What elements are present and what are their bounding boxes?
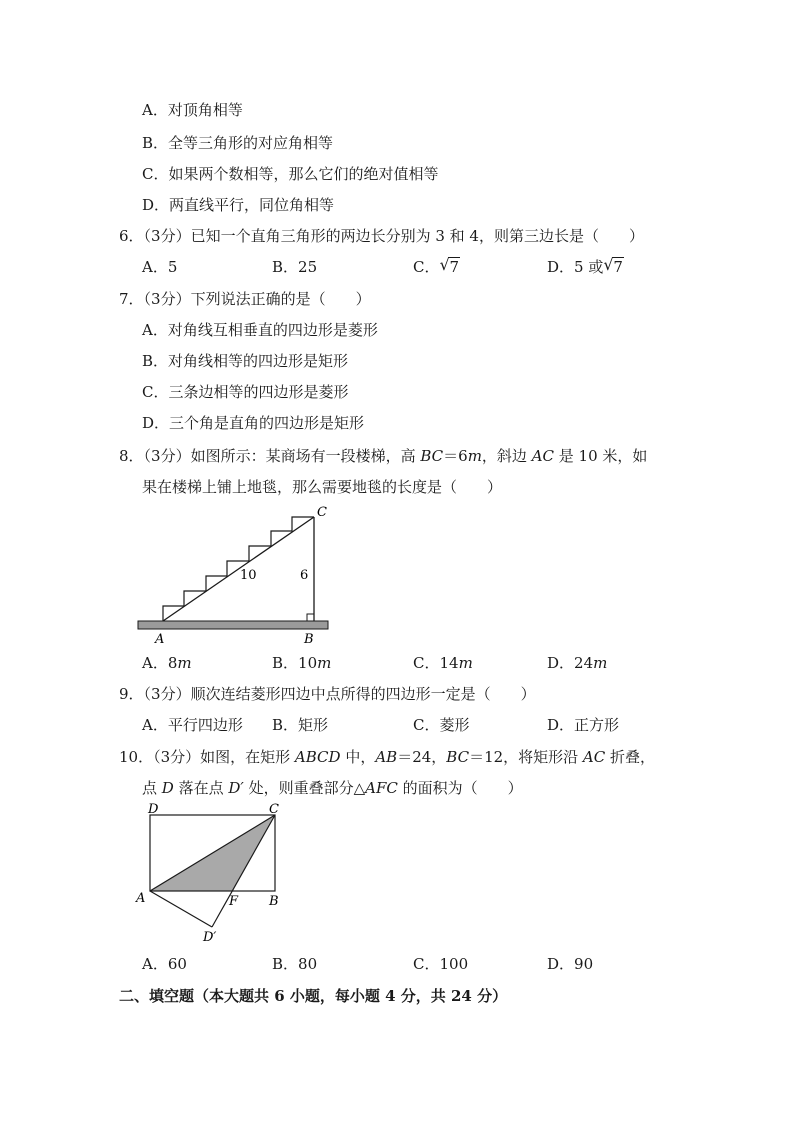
q8-option-d-value: D．24: [547, 654, 594, 672]
q6-option-d-prefix: D．5 或: [547, 258, 604, 276]
q10-var-afc: AFC: [365, 779, 398, 797]
q6-option-d: [547, 257, 624, 277]
q10-text: 点: [142, 779, 162, 797]
right-angle-mark: [307, 614, 314, 621]
sqrt-symbol: √ 7: [439, 255, 460, 276]
q10-option-b: B．80: [272, 955, 318, 973]
unit-m: m: [177, 654, 192, 672]
q5-option-d: D．两直线平行，同位角相等: [142, 196, 335, 214]
unit-m: m: [317, 654, 332, 672]
label-f: F: [229, 894, 239, 909]
q5-option-b: B．全等三角形的对应角相等: [142, 134, 334, 152]
q9-option-c: C．菱形: [413, 716, 470, 734]
unit-m: m: [593, 654, 608, 672]
label-b: B: [304, 632, 314, 647]
fold-edge-ad-prime: [150, 891, 212, 927]
q10-option-d: D．90: [547, 955, 594, 973]
q6-option-c: [413, 257, 460, 277]
q7-option-b: B．对角线相等的四边形是矩形: [142, 352, 349, 370]
q5-option-a: A．对顶角相等: [142, 101, 243, 119]
q10-var-dprime: D′: [228, 779, 244, 797]
q8-option-c: [413, 653, 473, 673]
q6-stem: 6．（3分）已知一个直角三角形的两边长分别为 3 和 4，则第三边长是（ ）: [119, 227, 644, 245]
q8-option-c-value: C．14: [413, 654, 459, 672]
q6-option-d-radicand: 7: [613, 258, 623, 276]
q10-text: 10．（3分）如图，在矩形: [119, 748, 295, 766]
q8-text: ＝6: [443, 447, 468, 465]
q8-stem-line1: [119, 446, 647, 466]
q8-option-b-value: B．10: [272, 654, 318, 672]
q8-text: 是 10 米，如: [554, 447, 648, 465]
label-c: C: [317, 505, 327, 520]
q6-option-c-radicand: 7: [449, 258, 460, 276]
label-height-length: 6: [300, 568, 309, 583]
q8-option-d: [547, 653, 607, 673]
q7-option-d: D．三个角是直角的四边形是矩形: [142, 414, 365, 432]
q6-option-a: A．5: [142, 258, 178, 276]
label-a: A: [155, 632, 165, 647]
label-d-prime: D′: [203, 930, 217, 945]
q10-text: 的面积为（ ）: [397, 779, 523, 797]
q8-option-a-value: A．8: [142, 654, 178, 672]
q10-text: 中，: [340, 748, 376, 766]
section-heading-fill-in-blanks: 二、填空题（本大题共 6 小题，每小题 4 分，共 24 分）: [119, 987, 508, 1005]
label-hypotenuse-length: 10: [240, 568, 257, 583]
q8-text: ，斜边: [481, 447, 532, 465]
label-d: D: [148, 803, 159, 817]
q7-option-c: C．三条边相等的四边形是菱形: [142, 383, 349, 401]
label-b: B: [269, 894, 279, 909]
q5-option-c: C．如果两个数相等，那么它们的绝对值相等: [142, 165, 439, 183]
q8-unit-m: m: [467, 447, 482, 465]
q10-var-ab: AB: [375, 748, 398, 766]
q10-stem-line1: [119, 747, 655, 767]
q6-option-c-prefix: C．: [413, 258, 440, 276]
q8-var-bc: BC: [420, 447, 444, 465]
q10-text: 落在点: [173, 779, 229, 797]
sqrt-symbol: √ 7: [603, 255, 623, 276]
q10-text: 处，则重叠部分△: [243, 779, 366, 797]
q10-var-bc: BC: [446, 748, 470, 766]
q9-option-a: A．平行四边形: [142, 716, 243, 734]
q6-option-b: B．25: [272, 258, 318, 276]
label-a: A: [136, 891, 146, 906]
q10-text: ＝12，将矩形沿: [469, 748, 583, 766]
q9-option-d: D．正方形: [547, 716, 620, 734]
floor-base: [138, 621, 328, 629]
q10-var-d: D: [161, 779, 174, 797]
q8-option-a: [142, 653, 192, 673]
q10-option-c: C．100: [413, 955, 469, 973]
q10-option-a: A．60: [142, 955, 187, 973]
q9-option-b: B．矩形: [272, 716, 329, 734]
q10-var-abcd: ABCD: [294, 748, 341, 766]
q8-var-ac: AC: [531, 447, 555, 465]
q8-text: 8．（3分）如图所示：某商场有一段楼梯，高: [119, 447, 421, 465]
q10-text: 折叠，: [605, 748, 656, 766]
q10-text: ＝24，: [397, 748, 447, 766]
folded-rectangle-figure: [130, 803, 290, 948]
q8-stem-line2: 果在楼梯上铺上地毯，那么需要地毯的长度是（ ）: [142, 478, 503, 496]
q8-option-b: [272, 653, 331, 673]
q7-option-a: A．对角线互相垂直的四边形是菱形: [142, 321, 378, 339]
q10-var-ac: AC: [582, 748, 606, 766]
q9-stem: 9．（3分）顺次连结菱形四边中点所得的四边形一定是（ ）: [119, 685, 536, 703]
label-c: C: [269, 803, 279, 817]
q10-stem-line2: [142, 778, 523, 798]
hypotenuse-ac: [163, 517, 314, 621]
staircase-figure: [130, 500, 340, 650]
q7-stem: 7．（3分）下列说法正确的是（ ）: [119, 290, 371, 308]
unit-m: m: [458, 654, 473, 672]
